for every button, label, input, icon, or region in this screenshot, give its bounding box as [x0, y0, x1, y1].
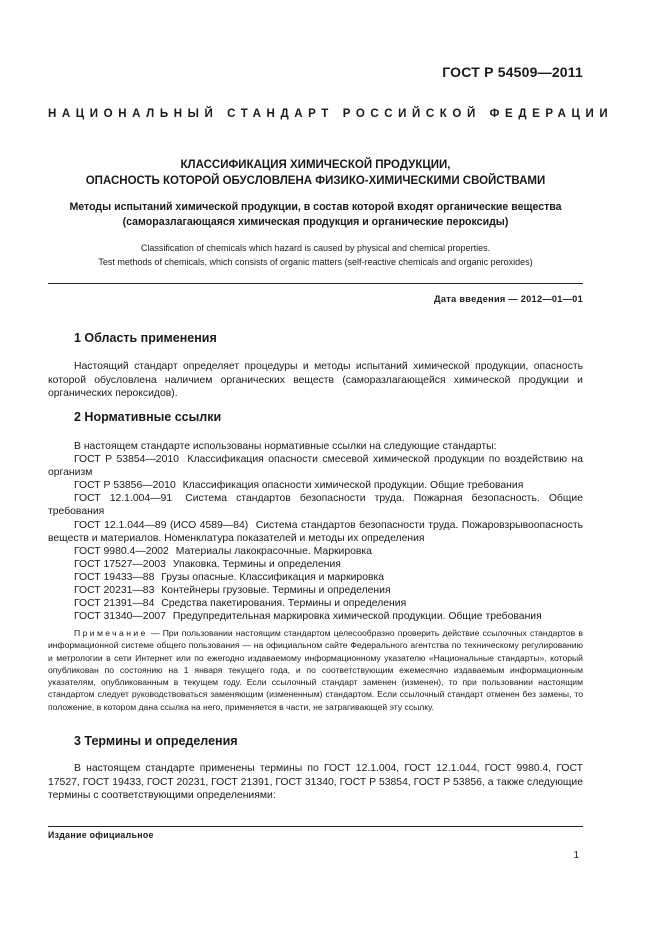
section-1-paragraph: Настоящий стандарт определяет процедуры и методы испытаний химической продукции, опасность которой обусловлена наличием органических веществ (саморазлагающейся химической продукции и органических пероксидов). [48, 361, 583, 399]
note-label: Примечание [74, 628, 148, 638]
note-text: — При пользовании настоящим стандартом целесообразно проверить действие ссылочных стандартов в информационной системе общего пользования — на официальном сайте Федерального агентства по техническому регулированию и метрологии в сети Интернет или по ежегодно издаваемому информационному указателю «Национальные стандарты», который опубликован по состоянию на 1 января текущего года, и по соответствующим ежемесячно издаваемым информационным указателям, опубликованным в текущем году. Если ссылочный стандарт заменен (изменен), то при пользовании настоящим стандартом следует руководствоваться заменяющим (измененным) стандартом. Если ссылочный стандарт отменен без замены, то положение, в котором дана ссылка на него, применяется в части, не затрагивающей эту ссылку. [48, 628, 583, 712]
reference-title: Предупредительная маркировка химической продукции. Общие требования [172, 611, 542, 623]
reference-item [48, 610, 583, 623]
reference-title: Средства пакетирования. Термины и определения [161, 598, 407, 610]
subtitle-line-2: (саморазлагающаяся химическая продукция и органические пероксиды) [122, 216, 509, 228]
reference-item [48, 492, 583, 518]
reference-title: Упаковка. Термины и определения [172, 558, 341, 570]
document-subtitle [48, 200, 583, 230]
reference-code: ГОСТ Р 53856—2010 [74, 480, 176, 492]
official-edition-label: Издание официальное [48, 830, 154, 840]
reference-title: Грузы опасные. Классификация и маркировка [161, 571, 385, 583]
reference-title: Система стандартов безопасности труда. Пожарная безопасность. Общие требования [48, 493, 583, 518]
normative-references [48, 440, 583, 623]
references-intro-text: В настоящем стандарте использованы нормативные ссылки на следующие стандарты: [74, 441, 497, 452]
reference-title: Контейнеры грузовые. Термины и определения [161, 585, 391, 597]
title-line-2: ОПАСНОСТЬ КОТОРОЙ ОБУСЛОВЛЕНА ФИЗИКО-ХИМИЧЕСКИМИ СВОЙСТВАМИ [85, 175, 546, 187]
reference-title: Классификация опасности химической продукции. Общие требования [182, 480, 524, 492]
reference-code: ГОСТ Р 53854—2010 [74, 454, 179, 466]
reference-title: Классификация опасности смесевой химической продукции по воздействию на организм [48, 454, 583, 479]
section-3-heading: 3 Термины и определения [74, 734, 238, 748]
page-number: 1 [573, 850, 579, 861]
reference-code: ГОСТ 31340—2007 [74, 611, 166, 623]
national-standard-banner: НАЦИОНАЛЬНЫЙ СТАНДАРТ РОССИЙСКОЙ ФЕДЕРАЦИИ [48, 108, 614, 120]
reference-code: ГОСТ 12.1.004—91 [74, 493, 173, 505]
footer-divider [48, 826, 583, 827]
title-line-1: КЛАССИФИКАЦИЯ ХИМИЧЕСКОЙ ПРОДУКЦИИ, [180, 159, 451, 171]
section-1-text [48, 360, 583, 401]
reference-item [48, 584, 583, 597]
english-title-line-1: Classification of chemicals which hazard is caused by physical and chemical properties. [140, 243, 491, 253]
subtitle-line-1: Методы испытаний химической продукции, в состав которой входят органические вещества [69, 201, 562, 213]
section-3-paragraph: В настоящем стандарте применены термины по ГОСТ 12.1.004, ГОСТ 12.1.044, ГОСТ 9980.4, ГОСТ 17527, ГОСТ 19433, ГОСТ 20231, ГОСТ 21391, ГОСТ 31340, ГОСТ Р 53854, ГОСТ Р 53856, а также следующие термины с соответствующими определениями: [48, 763, 583, 801]
section-2-heading: 2 Нормативные ссылки [74, 410, 222, 424]
reference-code: ГОСТ 20231—83 [74, 585, 155, 597]
references-intro [48, 440, 583, 453]
reference-code: ГОСТ 19433—88 [74, 571, 155, 583]
reference-code: ГОСТ 12.1.044—89 (ИСО 4589—84) [74, 519, 249, 531]
reference-item [48, 479, 583, 492]
introduction-date: Дата введения — 2012—01—01 [434, 294, 583, 304]
reference-item [48, 597, 583, 610]
section-1-heading: 1 Область применения [74, 331, 217, 345]
reference-title: Материалы лакокрасочные. Маркировка [175, 545, 372, 557]
reference-item [48, 545, 583, 558]
reference-item [48, 453, 583, 479]
section-3-text [48, 762, 583, 803]
document-title [48, 157, 583, 189]
english-title [48, 242, 583, 269]
title-divider [48, 283, 583, 284]
reference-item [48, 558, 583, 571]
english-title-line-2: Test methods of chemicals, which consists of organic matters (self-reactive chemicals and organic peroxides) [98, 256, 533, 267]
reference-item [48, 519, 583, 545]
reference-code: ГОСТ 17527—2003 [74, 558, 166, 570]
reference-code: ГОСТ 9980.4—2002 [74, 545, 169, 557]
reference-item [48, 571, 583, 584]
document-number: ГОСТ Р 54509—2011 [442, 64, 583, 80]
reference-title: Система стандартов безопасности труда. Пожаровзрывоопасность веществ и материалов. Номенклатура показателей и методы их определения [48, 519, 584, 544]
reference-code: ГОСТ 21391—84 [74, 598, 155, 610]
references-note [48, 627, 583, 713]
